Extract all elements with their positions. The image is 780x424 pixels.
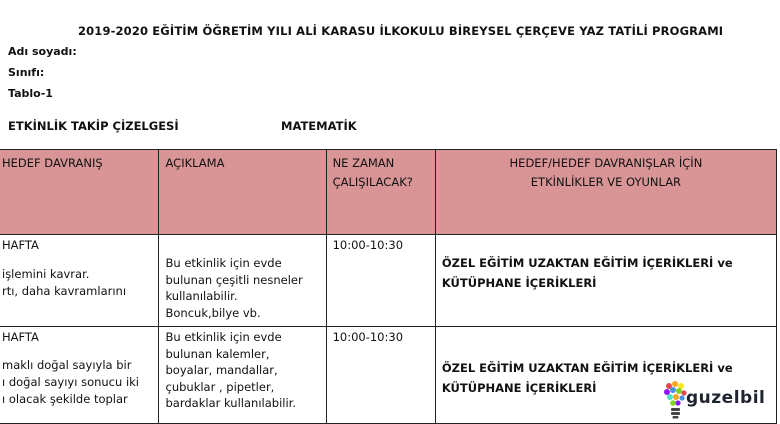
activity-tracking-table xyxy=(0,149,777,424)
description-line: bulunan çeşitli nesneler xyxy=(165,272,303,287)
activities-line: KÜTÜPHANE İÇERİKLERİ xyxy=(441,276,597,290)
header-time-label-line1: NE ZAMAN xyxy=(332,156,395,170)
week-label: HAFTA xyxy=(2,238,39,252)
watermark-logo xyxy=(662,378,780,423)
goal-text-line: ı olacak şekilde toplar xyxy=(2,392,128,406)
header-cell-description xyxy=(158,150,326,235)
time-value: 10:00-10:30 xyxy=(332,238,404,252)
subject-heading: MATEMATİK xyxy=(281,119,357,133)
header-activities-label-line2: ETKİNLİKLER VE OYUNLAR xyxy=(530,175,682,189)
time-cell xyxy=(326,327,435,424)
goal-text-line: ı doğal sayıyı sonucu iki xyxy=(2,375,140,389)
table-header-row xyxy=(0,150,777,235)
activities-cell xyxy=(435,235,776,327)
description-cell xyxy=(158,327,326,424)
description-line: Bu etkinlik için evde xyxy=(165,330,282,344)
activities-line: KÜTÜPHANE İÇERİKLERİ xyxy=(441,381,597,395)
lightbulb-icon xyxy=(662,378,688,422)
table-row xyxy=(0,327,777,424)
header-time-label-line2: ÇALIŞILACAK? xyxy=(332,175,413,189)
week-label: HAFTA xyxy=(2,330,39,344)
description-line: bulunan kalemler, xyxy=(165,346,270,361)
description-cell xyxy=(158,235,326,327)
header-cell-activities xyxy=(435,150,776,235)
table-row xyxy=(0,235,777,327)
time-value: 10:00-10:30 xyxy=(332,330,404,344)
description-line: kullanılabilir. xyxy=(165,289,238,303)
header-cell-time xyxy=(326,150,435,235)
description-line: Bu etkinlik için evde xyxy=(165,256,282,270)
description-line: boyalar, mandallar, xyxy=(165,363,278,377)
header-activities-label-line1: HEDEF/HEDEF DAVRANIŞLAR İÇİN xyxy=(509,156,703,170)
activities-line: ÖZEL EĞİTİM UZAKTAN EĞİTİM İÇERİKLERİ ve xyxy=(441,361,733,375)
watermark-text: guzelbil xyxy=(686,388,766,408)
time-cell xyxy=(326,235,435,327)
student-name-label: Adı soyadı: xyxy=(8,45,77,58)
student-class-label: Sınıfı: xyxy=(8,66,45,79)
goal-text-line: işlemini kavrar. xyxy=(2,267,90,281)
goal-text-line: maklı doğal sayıyla bir xyxy=(2,358,132,372)
description-line: bardaklar kullanılabilir. xyxy=(165,396,296,410)
goal-text-line: rtı, daha kavramlarını xyxy=(2,284,127,298)
goal-cell xyxy=(0,235,158,327)
description-line: çubuklar , pipetler, xyxy=(165,379,275,394)
table-number-label: Tablo-1 xyxy=(8,87,53,100)
tracking-chart-heading: ETKİNLİK TAKİP ÇİZELGESİ xyxy=(8,119,179,133)
activities-line: ÖZEL EĞİTİM UZAKTAN EĞİTİM İÇERİKLERİ ve xyxy=(441,256,733,270)
goal-cell xyxy=(0,327,158,424)
document-title: 2019-2020 EĞİTİM ÖĞRETİM YILI ALİ KARASU İLKOKULU BİREYSEL ÇERÇEVE YAZ TATİLİ PROGRAMI xyxy=(78,24,724,38)
header-description-label: AÇIKLAMA xyxy=(165,156,225,170)
header-goal-label: HEDEF DAVRANIŞ xyxy=(2,156,103,170)
description-line: Boncuk,bilye vb. xyxy=(165,305,261,320)
header-cell-goal xyxy=(0,150,158,235)
